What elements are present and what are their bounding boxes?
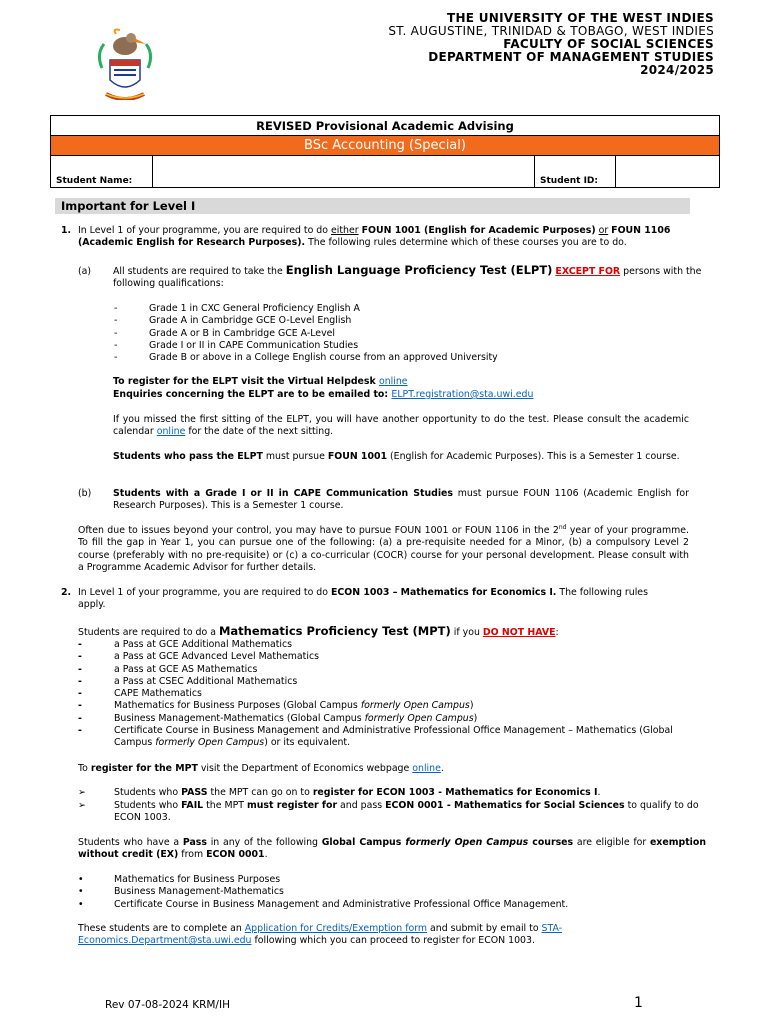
section-heading: Important for Level I — [55, 198, 690, 214]
item1-often-text: Often due to issues beyond your control, you may have to pursue FOUN 1001 or FOUN 1106 in the 2nd year of your programme. To fill the gap in Year 1, you can pursue one of the following: (a) a pre-requisite needed for a Minor, (b) a compulsory Level 2 course (preferably with no pre-requisite) or (c) a co-curricular (COCR) course for your personal development. Please consult with a Programme Academic Advisor for further details. — [78, 523, 689, 573]
revision-note: Rev 07-08-2024 KRM/IH — [105, 999, 230, 1011]
header-university: THE UNIVERSITY OF THE WEST INDIES — [446, 11, 714, 25]
student-id-field[interactable] — [616, 156, 720, 188]
list-item: Grade I or II in CAPE Communication Studies — [149, 339, 359, 351]
university-crest-logo — [92, 24, 158, 100]
list-item: Grade B or above in a College English course from an approved University — [149, 352, 498, 364]
list-item: a Pass at GCE Advanced Level Mathematics — [114, 651, 319, 663]
mpt-fail-text: Students who FAIL the MPT must register for and pass ECON 0001 - Mathematics for Social Sciences to qualify to do ECON 1003. — [114, 800, 699, 824]
list-item: Grade A or B in Cambridge GCE A-Level — [149, 327, 335, 339]
list-item: Grade 1 in CXC General Proficiency English A — [149, 303, 360, 314]
student-id-label: Student ID: — [535, 156, 616, 188]
economics-email-link[interactable]: STA-Economics.Department@sta.uwi.edu — [78, 923, 563, 947]
item1-a-label: (a) — [78, 266, 92, 277]
list-item: Certificate Course in Business Management and Administrative Professional Office Management. — [114, 898, 569, 910]
elpt-pass-text: Students who pass the ELPT must pursue FOUN 1001 (English for Academic Purposes). This is a Semester 1 course. — [113, 451, 680, 462]
list-item: Business Management-Mathematics — [114, 886, 284, 898]
elpt-missed-text: If you missed the first sitting of the ELPT, you will have another opportunity to do the test. Please consult the academic calendar online for the date of the next sitting. — [113, 414, 689, 438]
advising-form-table — [50, 115, 720, 188]
list-item: CAPE Mathematics — [114, 688, 202, 700]
header-department: DEPARTMENT OF MANAGEMENT STUDIES — [428, 50, 714, 64]
page-number: 1 — [634, 995, 643, 1011]
list-item: a Pass at GCE AS Mathematics — [114, 663, 258, 675]
header-campus: ST. AUGUSTINE, TRINIDAD & TOBAGO, WEST INDIES — [388, 24, 714, 38]
exemption-text: Students who have a Pass in any of the following Global Campus formerly Open Campus courses are eligible for exemption without credit (EX) from ECON 0001. — [78, 837, 707, 861]
exemption-form-link[interactable]: Application for Credits/Exemption form — [244, 923, 428, 934]
student-name-field[interactable] — [153, 156, 535, 188]
item1-b-text: Students with a Grade I or II in CAPE Communication Studies must pursue FOUN 1106 (Academic English for Research Purposes). This is a Semester 1 course. — [113, 488, 689, 512]
item1-intro: In Level 1 of your programme, you are required to do either FOUN 1001 (English for Academic Purposes) or FOUN 1106 (Academic English for Research Purposes). The following rules determine which of these courses you are to do. — [78, 225, 671, 249]
arrow-bullet-2: ➢ — [78, 800, 86, 811]
header-year: 2024/2025 — [640, 63, 714, 77]
mpt-pass-text: Students who PASS the MPT can go on to register for ECON 1003 - Mathematics for Economics I. — [114, 787, 601, 798]
item2-intro: In Level 1 of your programme, you are required to do ECON 1003 – Mathematics for Economics I. The following rules apply. — [78, 587, 648, 611]
item1-b-label: (b) — [78, 488, 92, 499]
qualifications-dashes: - - - - - — [114, 303, 118, 364]
elpt-email-link[interactable]: ELPT.registration@sta.uwi.edu — [391, 389, 534, 400]
item1-a-text: All students are required to take the English Language Proficiency Test (ELPT) EXCEPT FOR persons with the following qualifications: — [113, 263, 702, 290]
elpt-enquiries: Enquiries concerning the ELPT are to be emailed to: ELPT.registration@sta.uwi.edu — [113, 389, 534, 400]
academic-calendar-link[interactable]: online — [156, 426, 186, 438]
qualifications-list — [149, 303, 498, 364]
elpt-register: To register for the ELPT visit the Virtual Helpdesk online — [113, 376, 408, 387]
mpt-requirement: Students are required to do a Mathematics Proficiency Test (MPT) if you DO NOT HAVE: — [78, 624, 559, 638]
virtual-helpdesk-link[interactable]: online — [378, 376, 408, 387]
list-item: Grade A in Cambridge GCE O-Level English — [149, 315, 352, 327]
list-item: Business Management-Mathematics (Global Campus formerly Open Campus) — [114, 712, 478, 724]
list-item: Mathematics for Business Purposes — [114, 874, 281, 885]
economics-webpage-link[interactable]: online — [412, 763, 441, 774]
list-item: a Pass at CSEC Additional Mathematics — [114, 675, 298, 687]
exemption-bullets: • • • — [78, 874, 84, 910]
mpt-list-dashes: - - - - - - - - — [78, 639, 82, 737]
student-name-label: Student Name: — [51, 156, 153, 188]
item2-number: 2. — [61, 587, 72, 598]
header-faculty: FACULTY OF SOCIAL SCIENCES — [503, 37, 714, 51]
mpt-register-text: To register for the MPT visit the Department of Economics webpage online. — [78, 763, 444, 774]
item1-number: 1. — [61, 225, 72, 236]
mpt-exempt-list — [114, 639, 706, 750]
list-item: Certificate Course in Business Management and Administrative Professional Office Management – Mathematics (Global Campus formerly Open Campus) or its equivalent. — [114, 725, 673, 749]
programme-banner: BSc Accounting (Special) — [51, 136, 720, 156]
exemption-application-text: These students are to complete an Application for Credits/Exemption form and submit by email to STA-Economics.Department@sta.uwi.edu following which you can proceed to register for ECON 1003. — [78, 923, 563, 947]
form-title: REVISED Provisional Academic Advising — [51, 116, 720, 136]
institution-header — [388, 12, 714, 77]
list-item: a Pass at GCE Additional Mathematics — [114, 639, 293, 650]
exemption-course-list — [114, 874, 706, 911]
arrow-bullet-1: ➢ — [78, 787, 86, 798]
list-item: Mathematics for Business Purposes (Global Campus formerly Open Campus) — [114, 700, 474, 712]
